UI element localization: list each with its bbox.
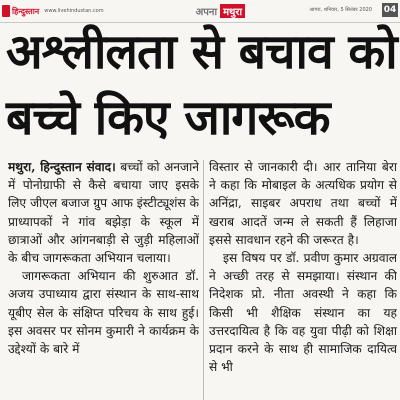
edition-date: आगरा, शनिवार, 5 सितंबर 2020 [309, 7, 372, 13]
brand-name: हिन्दुस्तान [12, 6, 40, 16]
page-number: 04 [383, 5, 397, 15]
headline-line-1: अश्लीलता से बचाव को [6, 24, 397, 80]
article-paragraph [8, 158, 199, 267]
paragraph-text: बच्चों को अनजाने में पोनोग्राफी से कैसे बचाया जाए इसके लिए जीएल बजाज ग्रुप आफ इंस्टीट्यूशंस के प्राध्यापकों ने गांव बझेड़ा के स्कूल में छात्राओं और आंगनबाड़ी से जुड़ी महिलाओं के बीच जागरूकता अभियान चलाया। [8, 160, 199, 266]
article-paragraph: जागरूकता अभियान की शुरुआत डॉ. अजय उपाध्याय द्वारा संस्थान के साथ-साथ यूबीए सेल के संक्षिप्त परिचय के साथ हुई। इस अवसर पर सोनम कुमारी ने कार्यक्रम के उद्देश्यों के बारे में [8, 269, 199, 357]
brand-logo-icon [2, 5, 10, 17]
section-prefix: अपना [195, 7, 218, 18]
article-column-left [8, 158, 199, 400]
masthead-bar [0, 0, 400, 23]
section-name: मथुरा [220, 4, 245, 18]
dateline: मथुरा, हिन्दुस्तान संवाद। [8, 160, 116, 174]
headline-line-2: बच्चे किए जागरूक [6, 90, 330, 146]
article-paragraph: विस्तार से जानकारी दी। आर तानिया बेरा ने कहा कि मोबाइल के अत्यधिक प्रयोग से अनिंद्रा, साइबर अपराध तथा बच्चों में खराब आदतें जन्म ले सकती हैं लिहाजा इससे सावधान रहने की जरूरत है। [209, 160, 397, 247]
site-url: www.livehindustan.com [44, 8, 104, 14]
article-column-right [209, 158, 397, 400]
section-label [196, 4, 246, 18]
brand [2, 5, 39, 17]
article-paragraph: इस विषय पर डॉ. प्रवीण कुमार अग्रवाल ने अच्छी तरह से समझाया। संस्थान की निदेशक प्रो. नीता अवस्थी ने कहा कि किसी भी शैक्षिक संस्थान का यह उत्तरदायित्व है कि वह युवा पीढ़ी को शिक्षा प्रदान करने के साथ ही सामाजिक दायित्व से भी [209, 251, 397, 375]
column-divider [203, 160, 204, 400]
